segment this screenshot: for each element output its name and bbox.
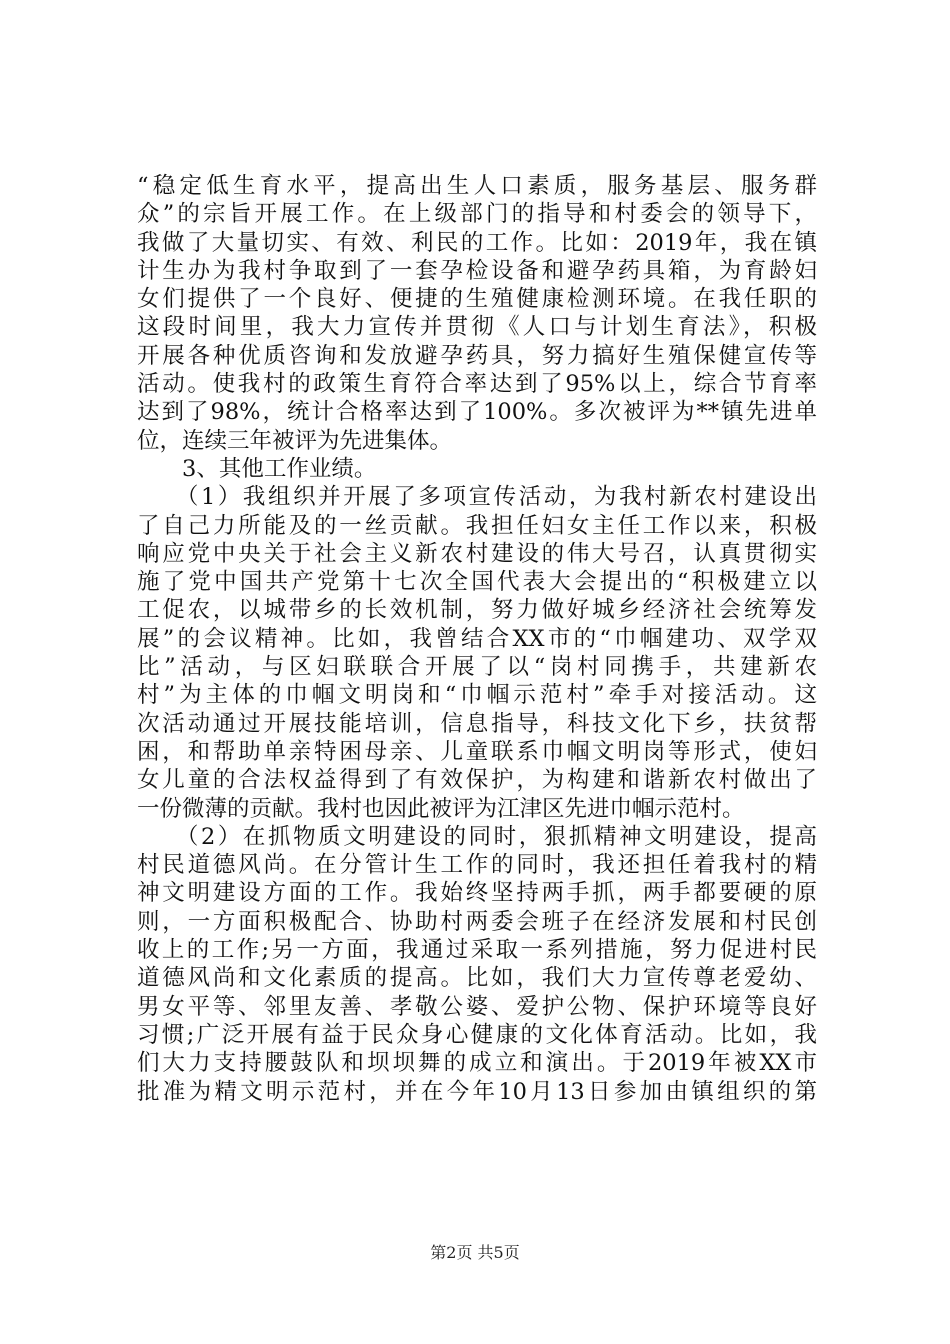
text-line: 女们提供了一个良好、便捷的生殖健康检测环境。在我任职的 — [137, 286, 817, 313]
text-line: 女儿童的合法权益得到了有效保护，为构建和谐新农村做出了 — [137, 767, 817, 794]
text-line: 响应党中央关于社会主义新农村建设的伟大号召，认真贯彻实 — [137, 540, 817, 567]
text-line: 开展各种优质咨询和发放避孕药具，努力搞好生殖保健宣传等 — [137, 342, 817, 369]
text-line: 位，连续三年被评为先进集体。 — [137, 427, 453, 454]
text-line: 了自己力所能及的一丝贡献。我担任妇女主任工作以来，积极 — [137, 512, 817, 539]
text-line: 活动。使我村的政策生育符合率达到了95%以上，综合节育率 — [137, 371, 817, 398]
text-line: 村民道德风尚。在分管计生工作的同时，我还担任着我村的精 — [137, 852, 817, 879]
text-line: 这段时间里，我大力宣传并贯彻《人口与计划生育法》，积极 — [137, 314, 817, 341]
text-line: 习惯;广泛开展有益于民众身心健康的文化体育活动。比如，我 — [137, 1021, 817, 1048]
text-line: “稳定低生育水平，提高出生人口素质，服务基层、服务群 — [137, 173, 817, 199]
text-line: 达到了98%，统计合格率达到了100%。多次被评为**镇先进单 — [137, 399, 817, 426]
text-line: 道德风尚和文化素质的提高。比如，我们大力宣传尊老爱幼、 — [137, 965, 817, 992]
text-line: 批准为精文明示范村，并在今年10月13日参加由镇组织的第 — [137, 1078, 817, 1105]
text-line: 工促农，以城带乡的长效机制，努力做好城乡经济社会统筹发 — [137, 597, 817, 624]
text-line: 村”为主体的巾帼文明岗和“巾帼示范村”牵手对接活动。这 — [137, 682, 817, 709]
text-line: 众”的宗旨开展工作。在上级部门的指导和村委会的领导下， — [137, 201, 817, 228]
text-line: 3、其他工作业绩。 — [137, 455, 377, 482]
text-line: 则，一方面积极配合、协助村两委会班子在经济发展和村民创 — [137, 908, 817, 935]
text-line: （2）在抓物质文明建设的同时，狠抓精神文明建设，提高 — [137, 823, 817, 850]
text-line: 一份微薄的贡献。我村也因此被评为江津区先进巾帼示范村。 — [137, 795, 745, 822]
document-body — [137, 172, 817, 1106]
text-line: 们大力支持腰鼓队和坝坝舞的成立和演出。于2019年被XX市 — [137, 1050, 817, 1077]
text-line: 比”活动，与区妇联联合开展了以“岗村同携手，共建新农 — [137, 654, 817, 681]
text-line: 展”的会议精神。比如，我曾结合XX市的“巾帼建功、双学双 — [137, 625, 817, 652]
text-line: 计生办为我村争取到了一套孕检设备和避孕药具箱，为育龄妇 — [137, 257, 817, 284]
text-line: 施了党中国共产党第十七次全国代表大会提出的“积极建立以 — [137, 569, 817, 596]
page-footer: 第2页 共5页 — [430, 1243, 520, 1262]
text-line: 收上的工作;另一方面，我通过采取一系列措施，努力促进村民 — [137, 937, 817, 964]
text-line: （1）我组织并开展了多项宣传活动，为我村新农村建设出 — [137, 484, 817, 511]
text-line: 困，和帮助单亲特困母亲、儿童联系巾帼文明岗等形式，使妇 — [137, 738, 817, 765]
text-line: 我做了大量切实、有效、利民的工作。比如：2019年，我在镇 — [137, 229, 817, 256]
text-line: 男女平等、邻里友善、孝敬公婆、爱护公物、保护环境等良好 — [137, 993, 817, 1020]
text-line: 次活动通过开展技能培训，信息指导，科技文化下乡，扶贫帮 — [137, 710, 817, 737]
text-line: 神文明建设方面的工作。我始终坚持两手抓，两手都要硬的原 — [137, 880, 817, 907]
